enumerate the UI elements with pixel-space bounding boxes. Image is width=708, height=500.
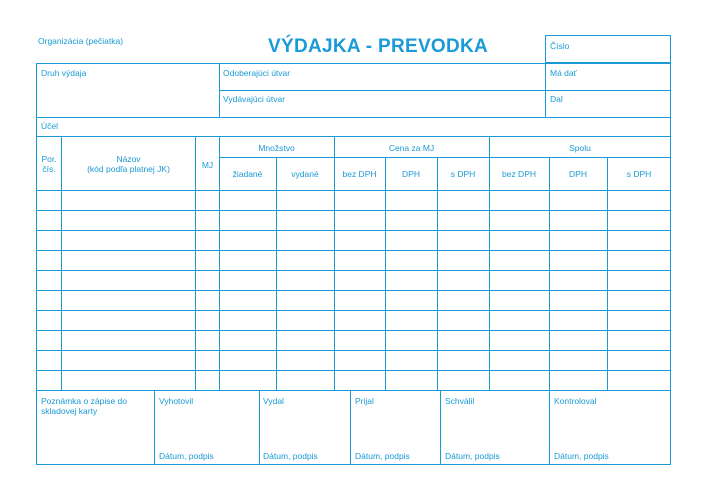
received-date-signature: Dátum, podpis [355, 451, 410, 461]
approved-label: Schválil [445, 396, 475, 406]
footer-divider [154, 390, 155, 465]
sub-header-total-vat: DPH [569, 169, 587, 179]
table-row-line [36, 230, 671, 231]
sub-header-total-with-vat: s DPH [626, 169, 652, 179]
col-header-unit: MJ [201, 160, 214, 170]
organization-label: Organizácia (pečiatka) [38, 36, 124, 46]
issue-type-label: Druh výdaja [41, 68, 87, 78]
checked-label: Kontroloval [554, 396, 597, 406]
col-divider [385, 157, 386, 390]
col-divider [276, 157, 277, 390]
col-header-name: Názov (kód podľa platnej JK) [87, 154, 170, 174]
group-header-quantity: Množstvo [258, 143, 295, 153]
table-row-line [36, 290, 671, 291]
sub-header-issued: vydané [291, 169, 319, 179]
col-divider [437, 157, 438, 390]
group-header-price: Cena za MJ [388, 143, 435, 153]
debit-label: Má dať [550, 68, 577, 78]
form-title: VÝDAJKA - PREVODKA [268, 36, 489, 57]
sub-header-price-no-vat: bez DPH [342, 169, 377, 179]
table-header-bottom-line [36, 190, 671, 191]
purpose-bottom-line [36, 136, 671, 137]
group-header-total: Spolu [569, 143, 591, 153]
approved-date-signature: Dátum, podpis [445, 451, 500, 461]
issued-date-signature: Dátum, podpis [263, 451, 318, 461]
checked-date-signature: Dátum, podpis [554, 451, 609, 461]
table-row-line [36, 210, 671, 211]
purpose-label: Účel [41, 121, 59, 131]
table-row-line [36, 330, 671, 331]
received-label: Prijal [355, 396, 374, 406]
col-divider [607, 157, 608, 390]
sub-header-requested: žiadané [232, 169, 263, 179]
issued-label: Vydal [263, 396, 284, 406]
footer-divider [259, 390, 260, 465]
sub-header-price-with-vat: s DPH [450, 169, 476, 179]
info-bottom-line [36, 117, 671, 118]
receiving-unit-label: Odoberajúci útvar [223, 68, 291, 78]
col-divider [195, 136, 196, 390]
table-body-bottom-line [36, 390, 671, 391]
table-row-line [36, 310, 671, 311]
table-row-line [36, 250, 671, 251]
sub-header-total-no-vat: bez DPH [501, 169, 536, 179]
footer-divider [440, 390, 441, 465]
issuing-unit-label: Vydávajúci útvar [223, 94, 286, 104]
table-row-line [36, 270, 671, 271]
prepared-date-signature: Dátum, podpis [159, 451, 214, 461]
table-row-line [36, 350, 671, 351]
sub-header-price-vat: DPH [402, 169, 420, 179]
info-mid-line [219, 90, 671, 91]
footer-divider [350, 390, 351, 465]
credit-label: Dal [550, 94, 563, 104]
col-header-no: Por. čís. [41, 154, 57, 174]
footer-divider [549, 390, 550, 465]
col-divider [549, 157, 550, 390]
prepared-label: Vyhotovil [159, 396, 194, 406]
number-label: Číslo [550, 41, 570, 51]
col-divider [61, 136, 62, 390]
table-subheader-line [219, 157, 671, 158]
table-row-line [36, 370, 671, 371]
note-label: Poznámka o zápise do skladovej karty [41, 396, 127, 416]
